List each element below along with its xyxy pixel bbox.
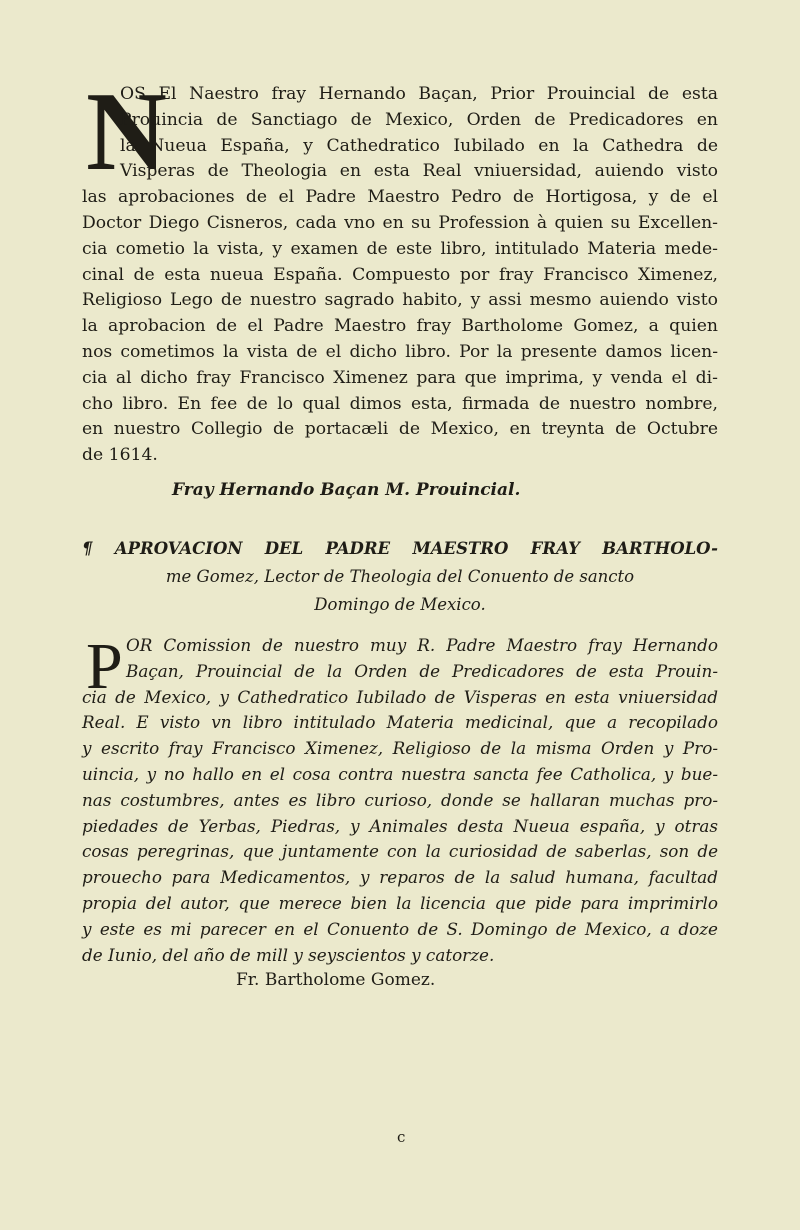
license-signature: Fray Hernando Baçan M. Prouincial. <box>172 480 521 500</box>
text-line: cia de Mexico, y Cathedratico Iubilado de Visperas en esta vniuersidad <box>82 686 718 707</box>
text-line: en nuestro Collegio de portacæli de Mexico, en treynta de Octubre <box>82 419 718 440</box>
text-line: cho libro. En fee de lo qual dimos esta, firmada de nuestro nombre, <box>82 393 718 414</box>
text-line: propia del autor, que merece bien la licencia que pide para imprimirlo <box>82 892 718 913</box>
text-line: Real. E visto vn libro intitulado Materia medicinal, que a recopilado <box>82 712 718 733</box>
text-line: prouecho para Medicamentos, y reparos de la salud humana, facultad <box>82 867 718 888</box>
drop-cap-n: N <box>86 70 167 194</box>
text-line: Religioso Lego de nuestro sagrado habito, y assi mesmo auiendo visto <box>82 290 718 311</box>
text-line: Doctor Diego Cisneros, cada vno en su Profession à quien su Excellen- <box>82 212 718 233</box>
text-line: piedades de Yerbas, Piedras, y Animales desta Nueua españa, y otras <box>82 815 718 836</box>
signature-mark: c <box>397 1128 406 1146</box>
approval-heading <box>82 535 718 619</box>
text-line: y escrito fray Francisco Ximenez, Religioso de la misma Orden y Pro- <box>82 738 718 759</box>
text-line: cosas peregrinas, que juntamente con la curiosidad de saberlas, son de <box>82 841 718 862</box>
heading-line: ¶ APROVACION DEL PADRE MAESTRO FRAY BARTHOLO- <box>82 539 718 558</box>
heading-line: me Gomez, Lector de Theologia del Conuento de sancto <box>165 567 635 586</box>
text-line: cia al dicho fray Francisco Ximenez para que imprima, y venda el di- <box>82 367 718 388</box>
drop-cap-p: P <box>86 630 123 703</box>
text-line: cia cometio la vista, y examen de este libro, intitulado Materia mede- <box>82 238 718 259</box>
text-line: nos cometimos la vista de el dicho libro. Por la presente damos licen- <box>82 341 718 362</box>
text-line: la Nueua España, y Cathedratico Iubilado en la Cathedra de <box>120 135 718 156</box>
text-line: de Iunio, del año de mill y seyscientos y catorze. <box>82 944 495 965</box>
text-line: uincia, y no hallo en el cosa contra nuestra sancta fee Catholica, y bue- <box>82 763 718 784</box>
text-line: Visperas de Theologia en esta Real vniuersidad, auiendo visto <box>120 161 718 182</box>
text-line: Baçan, Prouincial de la Orden de Predicadores de esta Prouin- <box>126 660 718 681</box>
text-line: de 1614. <box>82 445 158 466</box>
text-line: las aprobaciones de el Padre Maestro Pedro de Hortigosa, y de el <box>82 187 718 208</box>
approval-text <box>82 630 718 968</box>
text-line: la aprobacion de el Padre Maestro fray Bartholome Gomez, a quien <box>82 316 718 337</box>
text-line: Prouincia de Sanctiago de Mexico, Orden de Predicadores en <box>120 109 718 130</box>
heading-line: Domingo de Mexico. <box>314 595 486 614</box>
text-line: OS El Naestro fray Hernando Baçan, Prior Prouincial de esta <box>120 84 718 104</box>
text-line: y este es mi parecer en el Conuento de S. Domingo de Mexico, a doze <box>82 918 718 939</box>
license-text <box>82 70 718 469</box>
text-line: cinal de esta nueua España. Compuesto por fray Francisco Ximenez, <box>82 264 718 285</box>
approval-signature: Fr. Bartholome Gomez. <box>236 970 436 990</box>
text-line: OR Comission de nuestro muy R. Padre Maestro fray Hernando <box>126 635 718 655</box>
text-line: nas costumbres, antes es libro curioso, donde se hallaran muchas pro- <box>82 789 718 810</box>
